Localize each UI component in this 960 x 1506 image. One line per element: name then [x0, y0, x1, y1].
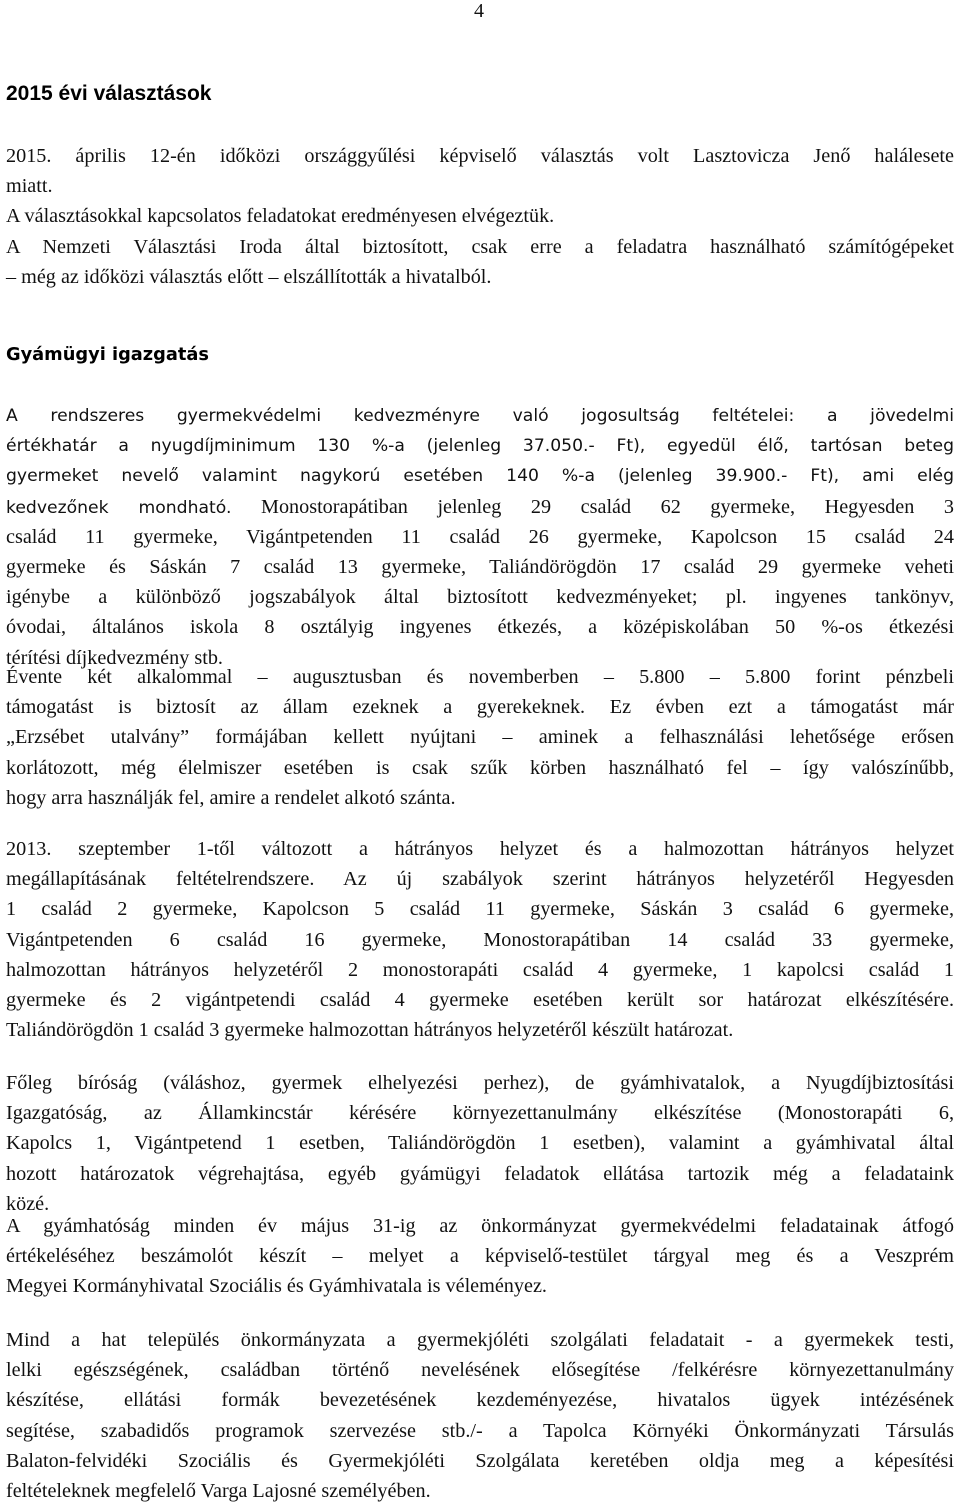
text-line: lelki egészségének, családban történő nevelésének elősegítése /felkérésre környezettanulmány	[6, 1359, 954, 1382]
guardianship-paragraph-1	[6, 401, 954, 673]
text-line: hogy arra használják fel, amire a rendelet alkotó szánta.	[6, 786, 456, 809]
text-run: kedvezőnek mondható.	[6, 497, 232, 518]
text-line: 2013. szeptember 1-től változott a hátrányos helyzet és a halmozottan hátrányos helyzet	[6, 838, 954, 860]
text-line: hozott határozatok végrehajtása, egyéb gyámügyi feladatok ellátása tartozik még a feladataink	[6, 1162, 954, 1185]
text-line: 1 család 2 gyermeke, Kapolcson 5 család 11 gyermeke, Sáskán 3 család 6 gyermeke,	[6, 898, 954, 921]
guardianship-paragraph-6	[6, 1325, 954, 1506]
text-line: Vigántpetenden 6 család 16 gyermeke, Monostorapátiban 14 család 33 gyermeke,	[6, 928, 954, 951]
text-line: Taliándörögdön 1 család 3 gyermeke halmozottan hátrányos helyzetéről készült határozat.	[6, 1019, 734, 1042]
text-line: óvodai, általános iskola 8 osztályig ingyenes étkezés, a középiskolában 50 %-os étkezési	[6, 616, 954, 639]
text-line: A rendszeres gyermekvédelmi kedvezményre való jogosultság feltételei: a jövedelmi	[6, 406, 954, 426]
text-line: gyermeket nevelő valamint nagykorú esetében 140 %-a (jelenleg 39.900.- Ft), ami elég	[6, 466, 954, 487]
text-line: A Nemzeti Választási Iroda által biztosított, csak erre a feladatra használható számítógépeket	[6, 235, 954, 258]
text-line: Balaton-felvidéki Szociális és Gyermekjóléti Szolgálata keretében oldja meg a képesítési	[6, 1449, 954, 1472]
text-line: térítési díjkedvezmény stb.	[6, 646, 223, 669]
guardianship-paragraph-4	[6, 1068, 954, 1219]
text-line: „Erzsébet utalvány” formájában kellett nyújtani – aminek a felhasználási lehetősége erősen	[6, 726, 954, 749]
text-line: – még az időközi választás előtt – elszállították a hivatalból.	[6, 265, 492, 288]
text-line: értékhatár a nyugdíjminimum 130 %-a (jelenleg 37.050.- Ft), egyedül élő, tartósan beteg	[6, 436, 954, 457]
guardianship-paragraph-3	[6, 834, 954, 1045]
text-line: közé.	[6, 1192, 50, 1215]
text-line: miatt.	[6, 175, 53, 198]
section-title-elections: 2015 évi választások	[6, 82, 212, 105]
section-title-guardianship: Gyámügyi igazgatás	[6, 344, 209, 365]
text-line: Mind a hat település önkormányzata a gyermekjóléti szolgálati feladatait - a gyermekek testi,	[6, 1329, 954, 1351]
text-line: 2015. április 12-én időközi országgyűlési képviselő választás volt Lasztovicza Jenő halálesete	[6, 145, 954, 167]
text-line: feltételeknek megfelelő Varga Lajosné személyében.	[6, 1479, 431, 1502]
text-line: megállapításának feltételrendszere. Az új szabályok szerint hátrányos helyzetéről Hegyesden	[6, 868, 954, 891]
text-line: korlátozott, még élelmiszer esetében is csak szűk körben használható fel – így valószínűbb,	[6, 756, 954, 779]
page-number: 4	[474, 0, 484, 22]
text-line: Kapolcs 1, Vigántpetend 1 esetben, Taliándörögdön 1 esetben), valamint a gyámhivatal által	[6, 1132, 954, 1155]
text-line: támogatást is biztosít az állam ezeknek a gyerekeknek. Ez évben ezt a támogatást már	[6, 696, 954, 719]
text-line: Évente két alkalommal – augusztusban és novemberben – 5.800 – 5.800 forint pénzbeli	[6, 666, 954, 688]
text-line: család 11 gyermeke, Vigántpetenden 11 család 26 gyermeke, Kapolcson 15 család 24	[6, 525, 954, 548]
text-line: igénybe a különböző jogszabályok által biztosított kedvezményeket; pl. ingyenes tankönyv,	[6, 586, 954, 609]
text-line: A gyámhatóság minden év május 31-ig az önkormányzat gyermekvédelmi feladatainak átfogó	[6, 1215, 954, 1237]
text-line: Megyei Kormányhivatal Szociális és Gyámhivatala is véleményez.	[6, 1275, 547, 1298]
text-line-mixed	[6, 492, 954, 522]
text-line: gyermeke és 2 vigántpetendi család 4 gyermeke esetében került sor határozat elkészítésére.	[6, 988, 954, 1011]
text-line: Igazgatóság, az Államkincstár kérésére környezettanulmány elkészítése (Monostorapáti 6,	[6, 1102, 954, 1125]
text-run: Monostorapátiban jelenleg 29 család 62 gyermeke, Hegyesden 3	[231, 495, 954, 518]
text-line: gyermeke és Sáskán 7 család 13 gyermeke, Taliándörögdön 17 család 29 gyermeke veheti	[6, 555, 954, 578]
text-line: segítése, szabadidős programok szervezése stb./- a Tapolca Környéki Önkormányzati Társulás	[6, 1419, 954, 1442]
text-line: készítése, ellátási formák bevezetésének kezdeményezése, hivatalos ügyek intézésének	[6, 1389, 954, 1412]
text-line: halmozottan hátrányos helyzetéről 2 monostorapáti család 4 gyermeke, 1 kapolcsi család 1	[6, 958, 954, 981]
elections-paragraph	[6, 141, 954, 292]
text-line: A választásokkal kapcsolatos feladatokat eredményesen elvégeztük.	[6, 205, 555, 228]
text-line: értékeléséhez beszámolót készít – melyet a képviselő-testület tárgyal meg és a Veszprém	[6, 1245, 954, 1268]
guardianship-paragraph-2	[6, 662, 954, 813]
text-line: Főleg bíróság (váláshoz, gyermek elhelyezési perhez), de gyámhivatalok, a Nyugdíjbiztosítási	[6, 1072, 954, 1094]
guardianship-paragraph-5	[6, 1211, 954, 1302]
